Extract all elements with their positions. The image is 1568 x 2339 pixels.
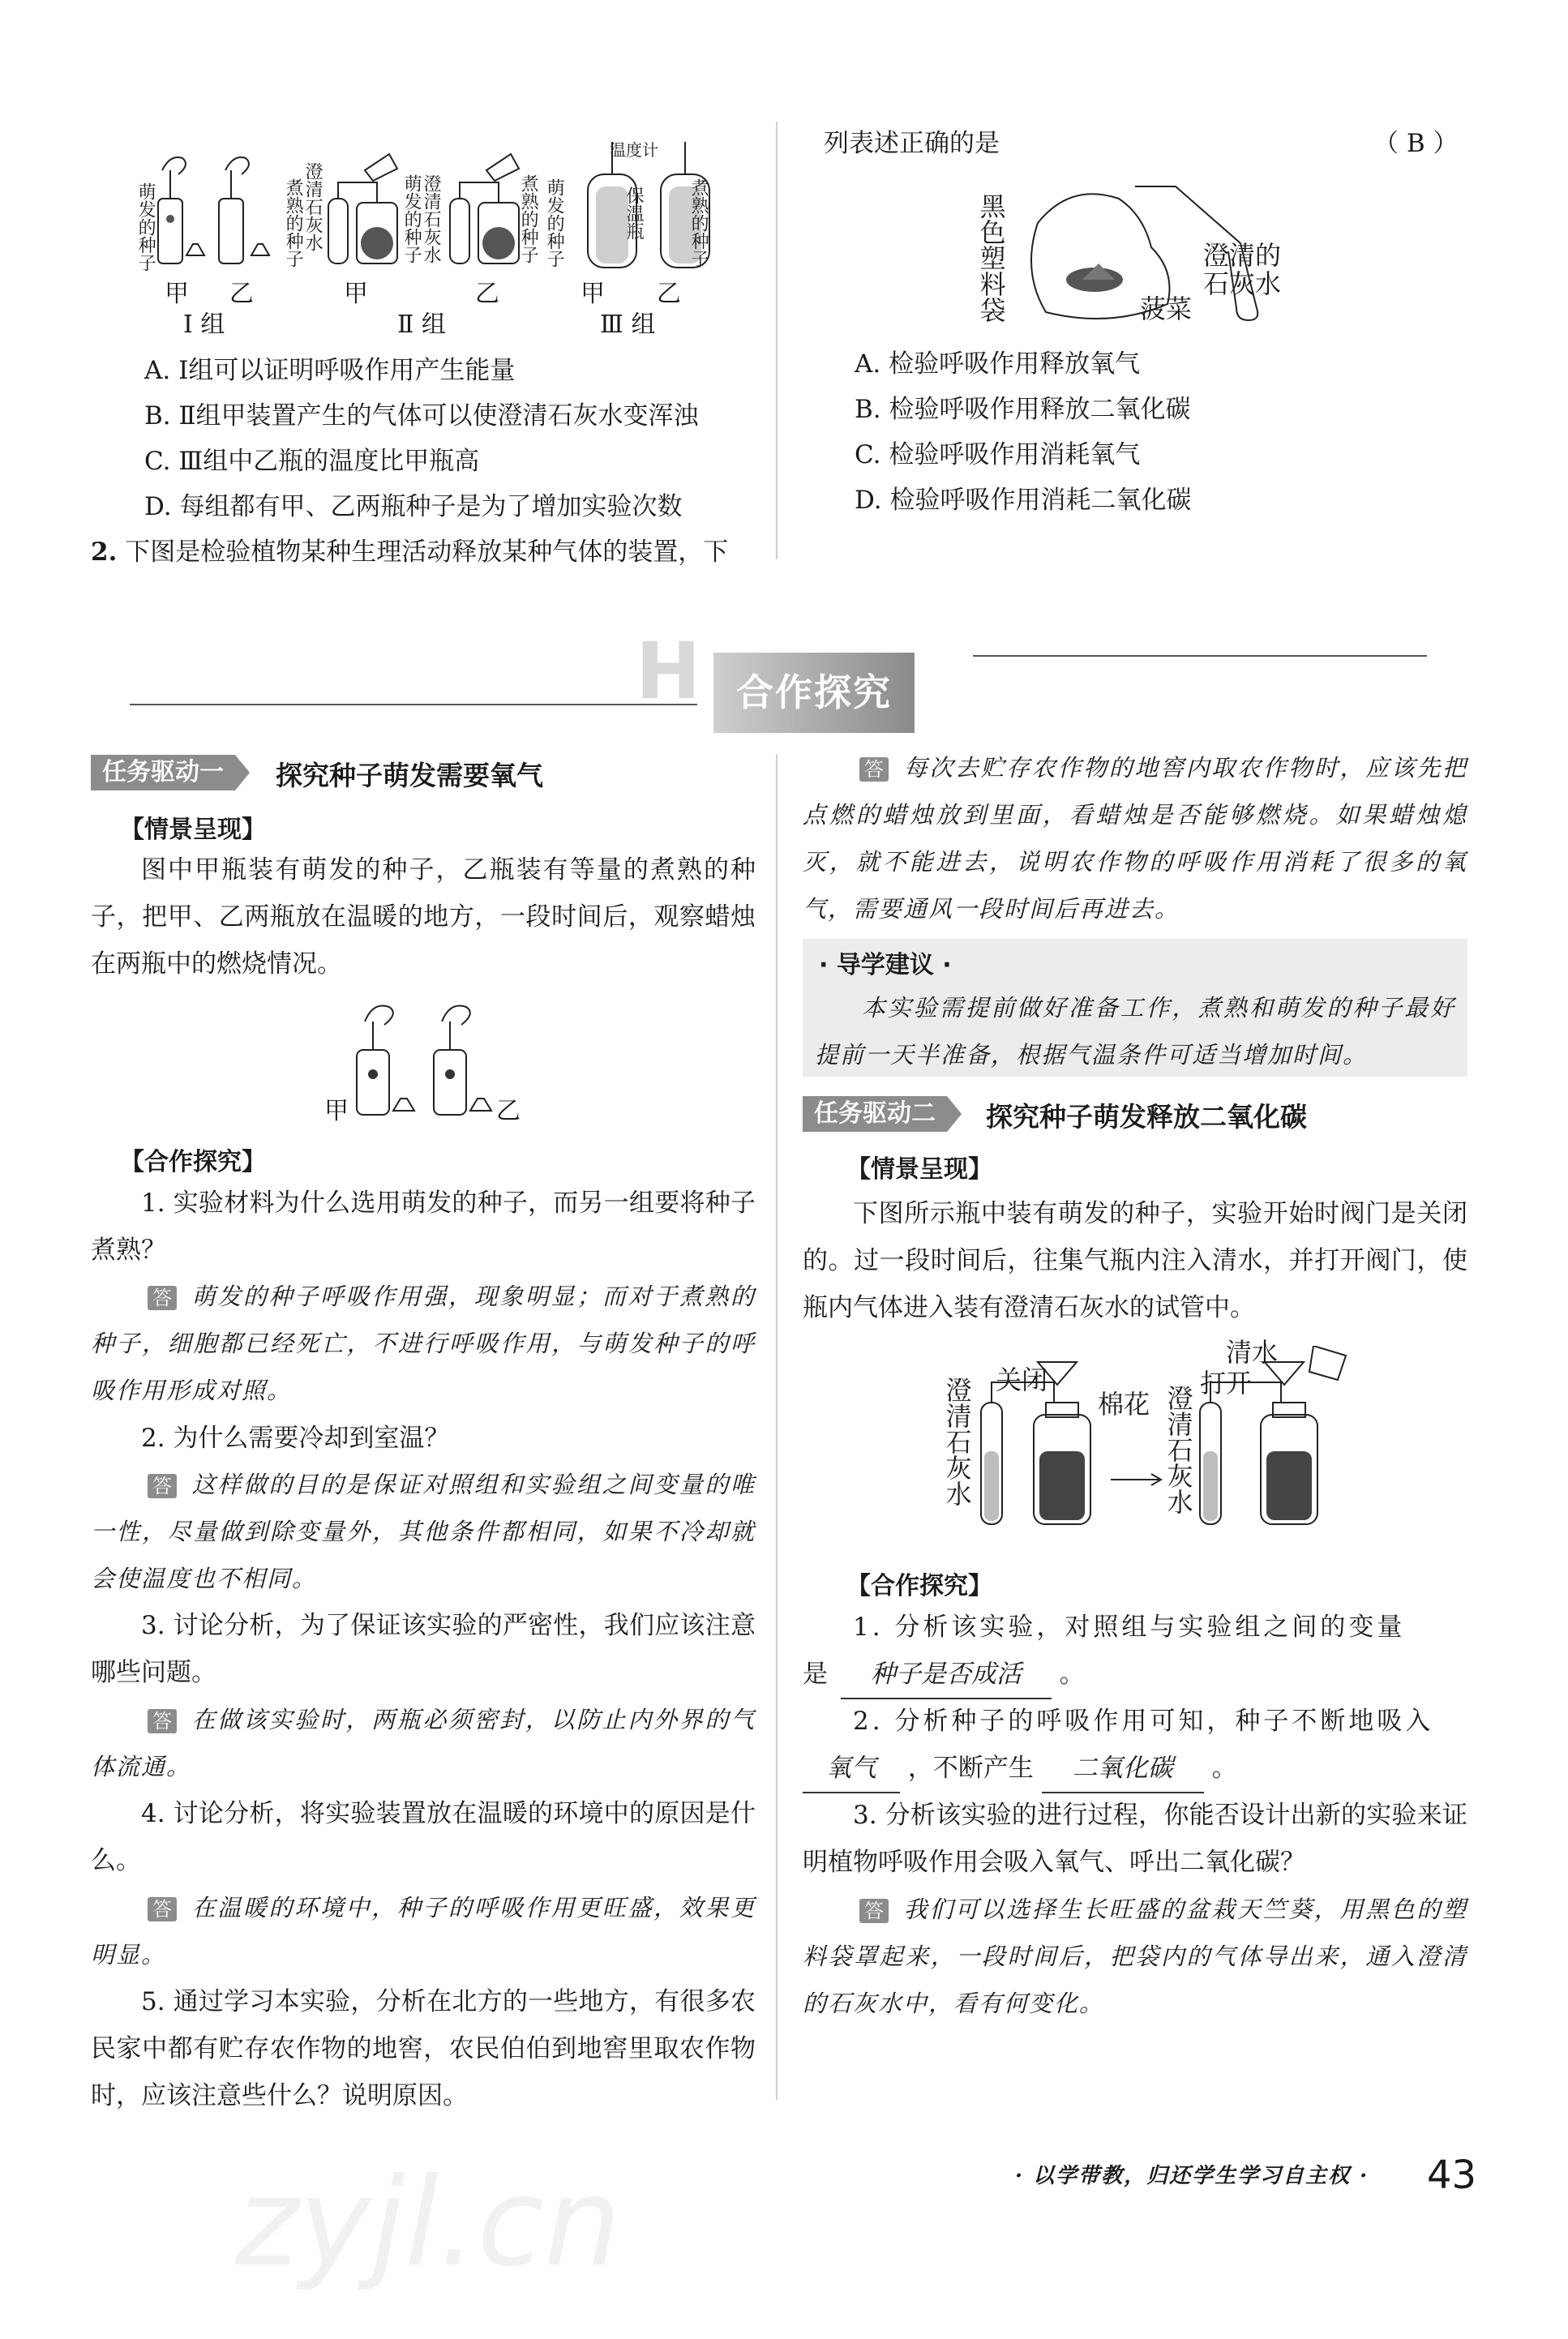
task2-scene-text: 下图所示瓶中装有萌发的种子，实验开始时阀门是关闭的。过一段时间后，往集气瓶内注入清水，并打开阀门，使瓶内气体进入装有澄清石灰水的试管中。	[803, 1199, 1467, 1322]
task2-q1-line2	[803, 1651, 1467, 1699]
oxygen-jars-figure	[341, 993, 511, 1123]
task2-q1-text: 1. 分析该实验，对照组与实验组之间的变量	[853, 1613, 1406, 1642]
fig1-g1-jia: 甲	[165, 280, 189, 308]
task1-title: 探究种子萌发需要氧气	[276, 760, 543, 791]
q2-stem	[91, 529, 728, 576]
task1-q2: 2. 为什么需要冷却到室温？	[141, 1424, 450, 1453]
q2-option-a: A. 检验呼吸作用释放氧气	[855, 349, 1141, 379]
guide-text: 本实验需提前做好准备工作，煮熟和萌发的种子最好提前一天半准备，根据气温条件可适当增加时间。	[815, 994, 1455, 1069]
q2-text: 下图是检验植物某种生理活动释放某种气体的装置，下	[125, 538, 729, 567]
fig4-open-label: 打开	[1200, 1368, 1253, 1399]
fig1-label-limewater1: 澄清石灰水	[302, 162, 323, 251]
task2-q3: 3. 分析该实验的进行过程，你能否设计出新的实验来证明植物呼吸作用会吸入氧气、呼出二氧化碳？	[803, 1801, 1467, 1877]
task1-tag: 任务驱动一	[91, 755, 235, 790]
fig1-label-boiled2: 煮熟的种子	[518, 174, 539, 263]
task1-a3	[91, 1696, 756, 1790]
fig1-label-boiled1: 煮熟的种子	[283, 178, 304, 268]
task1-a2-text: 这样做的目的是保证对照组和实验组之间变量的唯一性，尽量做到除变量外，其他条件都相同，如果不冷却就会使温度也不相同。	[91, 1471, 756, 1592]
task2-q2-answer2: 二氧化碳	[1042, 1745, 1204, 1793]
q2-option-b: B. 检验呼吸作用释放二氧化碳	[855, 395, 1191, 424]
task2-q1-answer: 种子是否成活	[841, 1651, 1052, 1699]
guide-title: · 导学建议 ·	[819, 951, 952, 979]
section-line-left	[130, 704, 697, 705]
task2-tag: 任务驱动二	[803, 1096, 947, 1132]
fig3-jia: 甲	[324, 1097, 349, 1125]
fig4-limewater-right: 澄清石灰水	[1163, 1385, 1194, 1514]
fig1-thermometer-label: 温度计	[610, 140, 658, 160]
task2-q2-mid: ，不断产生	[907, 1754, 1034, 1783]
section-line-right	[973, 655, 1427, 657]
task1-scene-text: 图中甲瓶装有萌发的种子，乙瓶装有等量的煮熟的种子，把甲、乙两瓶放在温暖的地方，一段时间后，观察蜡烛在两瓶中的燃烧情况。	[91, 855, 756, 979]
answer-mark: 答	[859, 757, 889, 782]
fig1-g3-yi: 乙	[657, 280, 681, 308]
fig4-limewater-left: 澄清石灰水	[941, 1377, 973, 1506]
answer-mark: 答	[859, 1899, 889, 1923]
fig1-g3-jia: 甲	[581, 280, 605, 308]
fig1-group3: Ⅲ 组	[600, 311, 656, 339]
task1-q4: 4. 讨论分析，将实验装置放在温暖的环境中的原因是什么。	[91, 1799, 756, 1875]
fig1-label-germ1: 萌发的种子	[135, 182, 156, 272]
q1-option-a: A. Ⅰ组可以证明呼吸作用产生能量	[144, 356, 516, 385]
task1-scene-head: 【情景呈现】	[120, 816, 266, 844]
fig1-label-germ2: 萌发的种子	[401, 174, 422, 263]
fig1-group1: Ⅰ 组	[183, 311, 225, 339]
task2-q2-text: 2. 分析种子的呼吸作用可知，种子不断地吸入	[853, 1707, 1434, 1736]
fig1-g2-yi: 乙	[475, 280, 499, 308]
section-title: 合作探究	[713, 653, 915, 733]
q2-option-d: D. 检验呼吸作用消耗二氧化碳	[855, 486, 1192, 515]
task2-q2	[803, 1698, 1467, 1745]
q2-option-c: C. 检验呼吸作用消耗氧气	[855, 440, 1141, 469]
task2-q1-end: 。	[1059, 1660, 1085, 1689]
task2-q3-answer-text: 我们可以选择生长旺盛的盆栽天竺葵，用黑色的塑料袋罩起来，一段时间后，把袋内的气体导出来，通入澄清的石灰水中，看有何变化。	[803, 1896, 1467, 2017]
fig4-closed-label: 关闭	[996, 1364, 1048, 1395]
fig4-water-label: 清水	[1226, 1337, 1279, 1368]
page-number: 43	[1427, 2153, 1477, 2198]
task2-q2-end: 。	[1211, 1754, 1237, 1783]
task1-a1	[91, 1273, 756, 1414]
task1-q1: 1. 实验材料为什么选用萌发的种子，而另一组要将种子煮熟？	[91, 1189, 756, 1265]
answer-mark: 答	[148, 1474, 177, 1498]
answer-mark: 答	[148, 1897, 177, 1921]
q1-option-b: B. Ⅱ组甲装置产生的气体可以使澄清石灰水变浑浊	[144, 401, 699, 431]
q2-answer: （ B ）	[1373, 129, 1459, 158]
fig1-label-boiled3: 煮熟的种子	[688, 178, 709, 268]
fig2-spinach-label: 菠菜	[1140, 293, 1193, 324]
watermark-logo: zyjl.cn	[235, 2153, 622, 2294]
answer-mark: 答	[148, 1709, 177, 1733]
task2-q1-is: 是	[803, 1660, 828, 1689]
main-column-divider	[776, 754, 778, 2100]
fig1-label-germ3: 萌发的种子	[544, 178, 565, 268]
task1-a2	[91, 1461, 756, 1602]
task2-q2-answer1: 氧气	[803, 1745, 900, 1793]
fig1-g2-jia: 甲	[344, 280, 368, 308]
fig4-cotton-label: 棉花	[1098, 1389, 1150, 1420]
task2-q1	[803, 1604, 1467, 1651]
q1-option-c: C. Ⅲ组中乙瓶的温度比甲瓶高	[144, 447, 480, 476]
q1-option-d: D. 每组都有甲、乙两瓶种子是为了增加实验次数	[144, 492, 683, 521]
fig2-limewater-text: 澄清的 石灰水	[1203, 240, 1282, 300]
task1-a4-text: 在温暖的环境中，种子的呼吸作用更旺盛，效果更明显。	[91, 1894, 756, 1968]
task2-title: 探究种子萌发释放二氧化碳	[986, 1101, 1307, 1133]
answer-mark: 答	[148, 1286, 177, 1310]
task1-q3: 3. 讨论分析，为了保证该实验的严密性，我们应该注意哪些问题。	[91, 1611, 756, 1687]
fig2-limewater-label	[1203, 242, 1281, 298]
fig1-group2: Ⅱ 组	[397, 311, 446, 339]
task1-q5: 5. 通过学习本实验，分析在北方的一些地方，有很多农民家中都有贮存农作物的地窖，农民伯伯到地窖里取农作物时，应该注意些什么？说明原因。	[91, 1987, 756, 2110]
task1-coop-head: 【合作探究】	[120, 1148, 266, 1176]
task2-q2-line2	[803, 1745, 1467, 1793]
task2-q3-answer	[803, 1886, 1467, 2027]
task1-a3-text: 在做该实验时，两瓶必须密封，以防止内外界的气体流通。	[91, 1706, 756, 1780]
task2-coop-head: 【合作探究】	[846, 1572, 992, 1600]
footer-slogan: · 以学带教，归还学生学习自主权 ·	[1015, 2164, 1369, 2188]
fig2-bag-label: 黑色塑料袋	[975, 193, 1007, 323]
task2-scene-head: 【情景呈现】	[846, 1155, 992, 1184]
q2-stem-continued: 列表述正确的是	[824, 129, 1000, 158]
section-letter: H	[636, 626, 701, 717]
task1-a5-text: 每次去贮存农作物的地窖内取农作物时，应该先把点燃的蜡烛放到里面，看蜡烛是否能够燃烧。如果蜡烛熄灭，就不能进去，说明农作物的呼吸作用消耗了很多的氧气，需要通风一段时间后再进去。	[803, 754, 1467, 923]
task1-a5	[803, 744, 1467, 932]
top-column-divider	[776, 122, 778, 559]
fig1-label-thermos: 保温瓶	[623, 186, 645, 240]
fig1-g1-yi: 乙	[229, 280, 254, 308]
q2-number: 2.	[91, 538, 118, 567]
task1-a1-text: 萌发的种子呼吸作用强，现象明显；而对于煮熟的种子，细胞都已经死亡，不进行呼吸作用，与萌发种子的呼吸作用形成对照。	[91, 1283, 756, 1404]
fig3-yi: 乙	[496, 1097, 521, 1125]
fig1-label-limewater2: 澄清石灰水	[421, 174, 442, 263]
task1-a4	[91, 1884, 756, 1978]
